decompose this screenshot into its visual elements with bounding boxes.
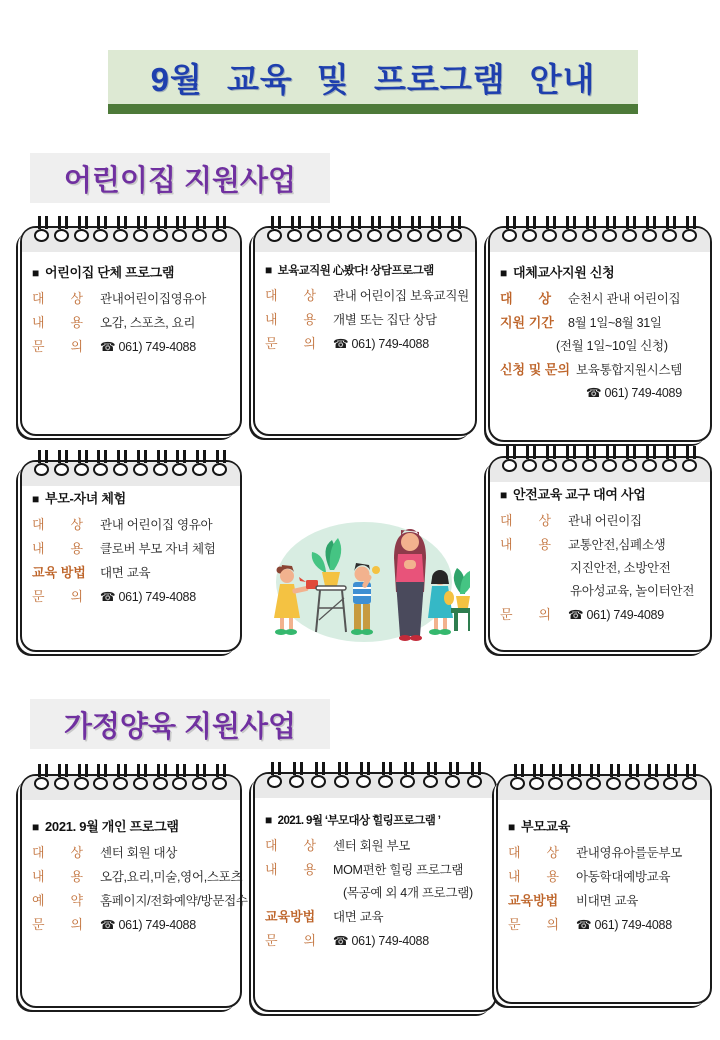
section-header-home-care xyxy=(30,699,330,749)
card-title: ■ 부모교육 xyxy=(508,819,570,834)
section-title: 가정양육 지원사업 xyxy=(63,710,297,743)
card-individual-program xyxy=(20,774,248,1008)
card-title: ■ 대체교사지원 신청 xyxy=(500,265,615,280)
field-label: 교육방법 xyxy=(508,893,559,908)
field-value-continued: 유아성교육, 놀이터안전 xyxy=(570,584,695,598)
field-label: 문 의 xyxy=(32,917,84,932)
field-label: 내 용 xyxy=(32,315,84,330)
field-row xyxy=(500,533,700,557)
card-parent-healing-program xyxy=(253,772,497,1012)
field-value-continued: (목공예 외 4개 프로그램) xyxy=(343,886,473,900)
field-value: 아동학대예방교육 xyxy=(576,870,671,884)
field-value: 8월 1일~8월 31일 xyxy=(568,316,662,330)
field-value phone-number: ☎ 061) 749-4088 xyxy=(333,337,429,351)
spiral-binding xyxy=(34,216,228,242)
field-label: 예 약 xyxy=(32,893,84,908)
field-value: 관내영유아를둔부모 xyxy=(576,846,682,860)
spiral-binding xyxy=(267,216,463,242)
field-row xyxy=(32,841,230,865)
field-label: 대 상 xyxy=(32,517,84,532)
square-bullet-icon: ■ xyxy=(500,266,507,280)
field-value phone-number: ☎ 061) 749-4088 xyxy=(100,340,196,354)
field-row xyxy=(508,865,700,889)
field-row xyxy=(265,308,465,332)
page-title: 9월 교육 및 프로그램 안내 xyxy=(150,60,596,98)
field-label: 내 용 xyxy=(32,541,84,556)
square-bullet-icon: ■ xyxy=(32,492,39,506)
field-value: 오감,요리,미술,영어,스포츠 xyxy=(100,870,243,884)
square-bullet-icon: ■ xyxy=(508,820,515,834)
field-row xyxy=(508,913,700,937)
field-label: 대 상 xyxy=(32,291,84,306)
field-value phone-number: ☎ 061) 749-4089 xyxy=(568,608,664,622)
card-daycare-group-program xyxy=(20,226,242,436)
square-bullet-icon: ■ xyxy=(32,266,39,280)
field-row xyxy=(32,537,230,561)
card-substitute-teacher xyxy=(488,226,712,442)
spiral-binding xyxy=(510,764,698,790)
field-value: 개별 또는 집단 상담 xyxy=(333,313,437,327)
field-label: 내 용 xyxy=(265,312,317,327)
field-label: 문 의 xyxy=(32,589,84,604)
section-header-daycare xyxy=(30,153,330,203)
field-row xyxy=(500,358,700,382)
field-row xyxy=(32,561,230,585)
spiral-binding xyxy=(267,762,483,788)
field-value phone-number: ☎ 061) 749-4088 xyxy=(100,918,196,932)
title-banner xyxy=(108,50,638,114)
field-row xyxy=(265,929,485,953)
field-value: 비대면 교육 xyxy=(576,894,639,908)
field-label: 신청 및 문의 xyxy=(500,362,571,377)
field-row xyxy=(32,913,230,937)
card-counseling-program xyxy=(253,226,477,436)
field-row xyxy=(265,332,465,356)
square-bullet-icon: ■ xyxy=(500,488,507,502)
field-label: 문 의 xyxy=(265,933,317,948)
field-row xyxy=(32,287,230,311)
field-value: MOM편한 힐링 프로그램 xyxy=(333,863,464,877)
field-label: 대 상 xyxy=(265,288,317,303)
card-title: ■ 보육교직원 心봤다! 상담프로그램 xyxy=(265,263,434,277)
field-row xyxy=(265,834,485,858)
card-title: ■ 안전교육 교구 대여 사업 xyxy=(500,487,646,502)
field-label: 대 상 xyxy=(500,513,552,528)
card-parent-child-experience xyxy=(20,460,242,652)
spiral-binding xyxy=(502,446,698,472)
field-value: 센터 회원 부모 xyxy=(333,839,410,853)
field-row xyxy=(265,858,485,882)
card-title: ■ 2021. 9월 ‘부모대상 힐링프로그램 ’ xyxy=(265,813,441,827)
field-value phone-number: ☎ 061) 749-4088 xyxy=(100,590,196,604)
card-safety-education-rental xyxy=(488,456,712,652)
field-row xyxy=(500,311,700,335)
field-row xyxy=(508,841,700,865)
section-title: 어린이집 지원사업 xyxy=(63,164,297,197)
field-label: 내 용 xyxy=(500,537,552,552)
field-row xyxy=(32,585,230,609)
field-label: 지원 기간 xyxy=(500,315,554,330)
field-value-continued: 지진안전, 소방안전 xyxy=(570,561,671,575)
banner-underline xyxy=(108,104,638,114)
field-label: 대 상 xyxy=(500,291,552,306)
field-value phone-number: ☎ 061) 749-4088 xyxy=(333,934,429,948)
field-label: 문 의 xyxy=(32,339,84,354)
field-label: 대 상 xyxy=(508,845,560,860)
field-label: 교육방법 xyxy=(265,909,316,924)
field-value-continued phone-number: ☎ 061) 749-4089 xyxy=(586,386,682,400)
field-row xyxy=(32,311,230,335)
field-label: 교육 방법 xyxy=(32,565,86,580)
spiral-binding xyxy=(502,216,698,242)
field-value: 관내 어린이집 영유아 xyxy=(100,518,213,532)
field-value: 순천시 관내 어린이집 xyxy=(568,292,681,306)
field-value: 관내 어린이집 xyxy=(568,514,642,528)
field-value: 클로버 부모 자녀 체험 xyxy=(100,542,216,556)
field-label: 문 의 xyxy=(500,607,552,622)
spiral-binding xyxy=(34,450,228,476)
square-bullet-icon: ■ xyxy=(265,813,272,827)
field-value: 관내 어린이집 보육교직원 xyxy=(333,289,469,303)
card-parent-education xyxy=(496,774,712,1004)
field-row xyxy=(265,284,469,308)
field-row xyxy=(32,865,243,889)
field-value: 오감, 스포츠, 요리 xyxy=(100,316,196,330)
field-label: 대 상 xyxy=(265,838,317,853)
field-row xyxy=(508,889,700,913)
teacher-children-plants-illustration xyxy=(258,486,470,656)
field-row xyxy=(32,335,230,359)
field-label: 내 용 xyxy=(265,862,317,877)
field-row xyxy=(32,889,248,913)
field-value phone-number: ☎ 061) 749-4088 xyxy=(576,918,672,932)
field-value: 교통안전,심폐소생 xyxy=(568,538,666,552)
field-row xyxy=(32,513,230,537)
square-bullet-icon: ■ xyxy=(32,820,39,834)
field-label: 내 용 xyxy=(32,869,84,884)
field-value: 대면 교육 xyxy=(333,910,384,924)
spiral-binding xyxy=(34,764,228,790)
field-row xyxy=(500,287,700,311)
field-label: 문 의 xyxy=(265,336,317,351)
field-label: 대 상 xyxy=(32,845,84,860)
square-bullet-icon: ■ xyxy=(265,263,272,277)
field-row xyxy=(500,603,700,627)
field-value: 센터 회원 대상 xyxy=(100,846,177,860)
field-value: 관내어린이집영유아 xyxy=(100,292,206,306)
card-title: ■ 2021. 9월 개인 프로그램 xyxy=(32,819,179,834)
field-row xyxy=(265,905,485,929)
field-row xyxy=(500,509,700,533)
field-label: 문 의 xyxy=(508,917,560,932)
field-label: 내 용 xyxy=(508,869,560,884)
card-title: ■ 부모-자녀 체험 xyxy=(32,491,126,506)
field-value: 대면 교육 xyxy=(100,566,151,580)
card-title: ■ 어린이집 단체 프로그램 xyxy=(32,265,175,280)
field-value: 보육통합지원시스템 xyxy=(576,363,682,377)
field-value: 홈페이지/전화예약/방문접수 xyxy=(100,894,248,908)
field-value-continued: (전월 1일~10일 신청) xyxy=(556,339,668,353)
